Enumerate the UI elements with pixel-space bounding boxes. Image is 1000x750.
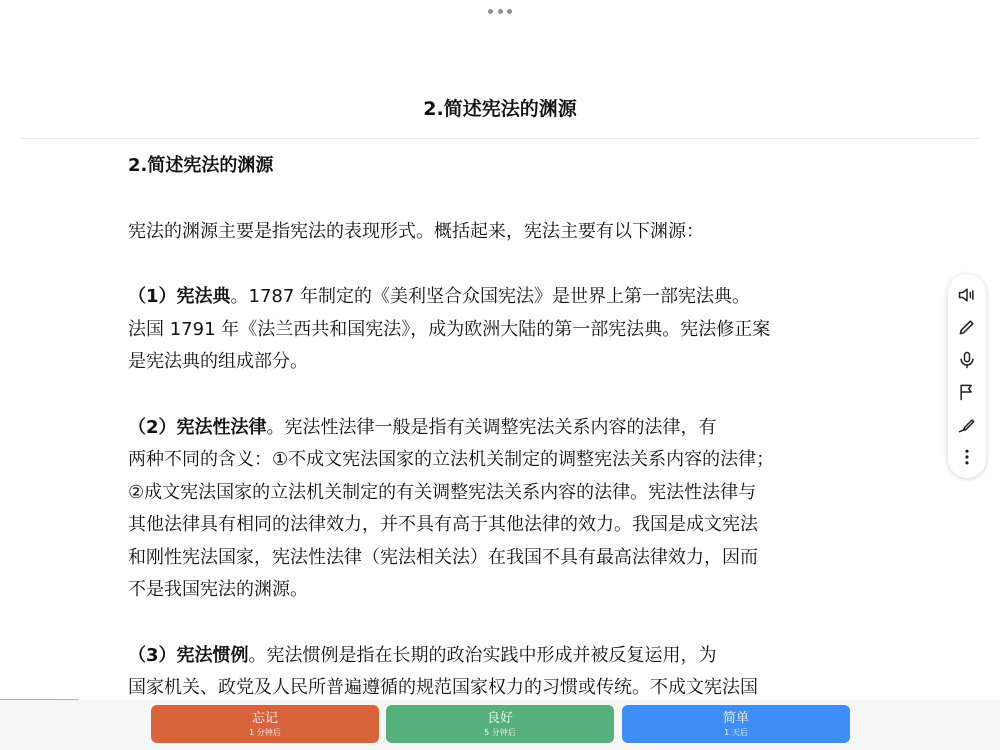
section-term: 宪法惯例 (176, 644, 249, 666)
button-interval: 1 分钟后 (249, 727, 281, 737)
section-text: 。宪法惯例是指在长期的政治实践中形成并被反复运用，为 国家机关、政党及人民所普遍遵循的规范国家权力的习惯或传统。不成文宪法国 (128, 644, 758, 698)
good-button[interactable] (386, 705, 614, 743)
speaker-icon[interactable] (955, 283, 979, 307)
section-2 (128, 412, 868, 607)
progress-indicator (0, 699, 78, 700)
divider (20, 138, 980, 139)
button-interval: 1 天后 (724, 727, 748, 737)
more-vertical-icon[interactable] (955, 445, 979, 469)
section-term: 宪法性法律 (176, 416, 267, 438)
section-term: 宪法典 (176, 286, 231, 307)
button-label: 简单 (722, 710, 749, 726)
floating-toolbar (948, 274, 986, 478)
section-text: 。宪法性法律一般是指有关调整宪法关系内容的法律，有 两种不同的含义：①不成文宪法国家的立法机关制定的调整宪法关系内容的法律； ②成文宪法国家的立法机关制定的有关调整宪法关系内容的法律。宪法性法律与 其他法律具有相同的法律效力，并不具有高于其他法律的效力。我国是成文宪法 和刚性宪法国家，宪法性法律（宪法相关法）在我国不具有最高法律效力，因而 不是我国宪法的渊源。 (128, 416, 775, 600)
article-heading: 2.简述宪法的渊源 (128, 155, 274, 176)
button-interval: 5 分钟后 (484, 727, 516, 737)
forget-button[interactable] (151, 705, 379, 743)
section-prefix: （3） (128, 644, 177, 666)
button-label: 良好 (486, 710, 513, 726)
button-label: 忘记 (251, 710, 278, 726)
section-1 (128, 281, 868, 379)
section-prefix: （2） (128, 416, 177, 438)
signature-pen-icon[interactable] (955, 413, 979, 437)
flag-icon[interactable] (955, 380, 979, 404)
section-prefix: （1） (128, 286, 177, 307)
pencil-icon[interactable] (955, 315, 979, 339)
section-3 (128, 640, 868, 705)
easy-button[interactable] (622, 705, 850, 743)
article-content (128, 150, 868, 705)
section-text: 。1787 年制定的《美利坚合众国宪法》是世界上第一部宪法典。 法国 1791 年《法兰西共和国宪法》，成为欧洲大陆的第一部宪法典。宪法修正案 是宪法典的组成部分。 (128, 286, 771, 372)
page-title: 2.简述宪法的渊源 (423, 98, 577, 120)
more-handle-icon[interactable] (488, 4, 512, 18)
article-intro: 宪法的渊源主要是指宪法的表现形式。概括起来，宪法主要有以下渊源： (128, 220, 704, 242)
microphone-icon[interactable] (955, 348, 979, 372)
